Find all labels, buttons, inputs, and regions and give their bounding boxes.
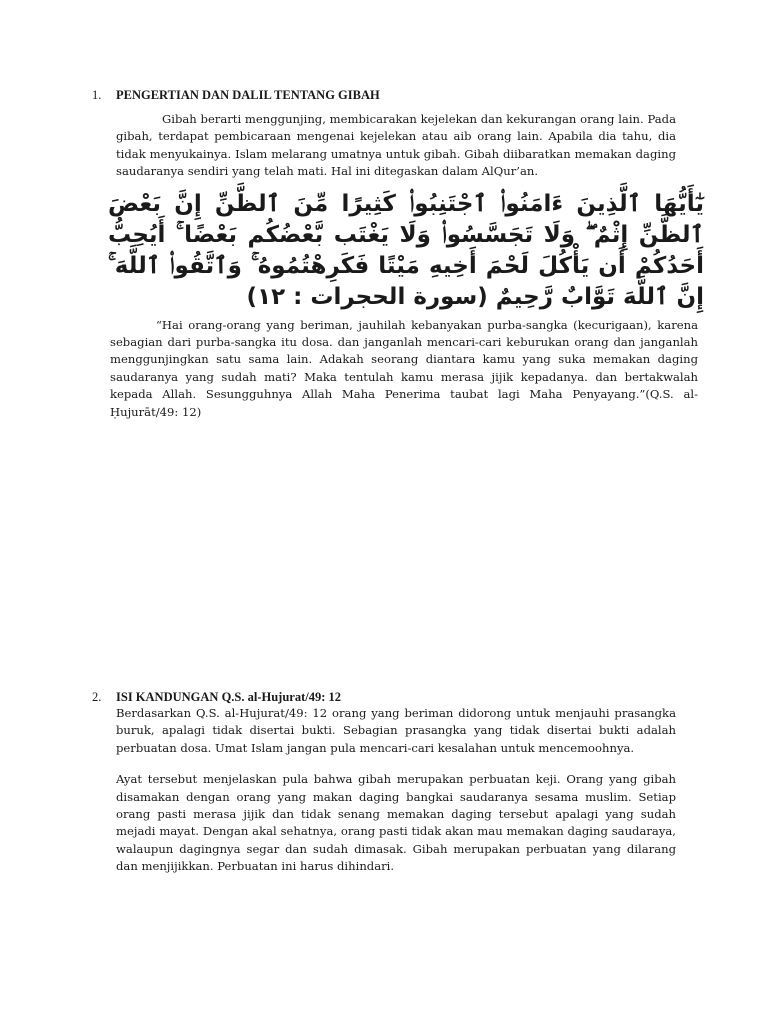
- section-2: [92, 690, 676, 876]
- section-1: [92, 88, 704, 421]
- section-1-heading: [92, 88, 676, 103]
- section-2-title: ISI KANDUNGAN Q.S. al-Hujurat/49: 12: [116, 690, 342, 704]
- quran-verse-arabic: يٰٓأَيُّهَا ٱلَّذِينَ ءَامَنُوا۟ ٱجْتَنِبُوا۟ كَثِيرًا مِّنَ ٱلظَّنِّ إِنَّ بَعْضَ ٱلظَّنِّ إِثْمٌ ۖ وَلَا تَجَسَّسُوا۟ وَلَا يَغْتَب بَّعْضُكُم بَعْضًا ۚ أَيُحِبُّ أَحَدُكُمْ أَن يَأْكُلَ لَحْمَ أَخِيهِ مَيْتًا فَكَرِهْتُمُوهُ ۚ وَٱتَّقُوا۟ ٱللَّهَ ۚ إِنَّ ٱللَّهَ تَوَّابٌ رَّحِيمٌ (سورة الحجرات : ١٢): [108, 190, 704, 310]
- verse-translation: “Hai orang-orang yang beriman, jauhilah kebanyakan purba-sangka (kecurigaan), karena sebagian dari purba-sangka itu dosa. dan janganlah mencari-cari keburukan orang dan janganlah menggunjingkan satu sama lain. Adakah seorang diantara kamu yang suka memakan daging saudaranya yang sudah mati? Maka tentulah kamu merasa jijik kepadanya. dan bertakwalah kepada Allah. Sesungguhnya Allah Maha Penerima taubat lagi Maha Penyayang.”(Q.S. al- Ḥujurāt/49: 12): [110, 317, 698, 419]
- section-2-number: 2.: [92, 690, 102, 704]
- section-1-title: PENGERTIAN DAN DALIL TENTANG GIBAH: [116, 88, 380, 102]
- section-1-intro: Gibah berarti menggunjing, membicarakan kejelekan dan kekurangan orang lain. Pada gibah, terdapat pembicaraan mengenai kejelekan atau aib orang lain. Apabila dia tahu, dia tidak menyukainya. Islam melarang umatnya untuk gibah. Gibah diibaratkan memakan daging saudaranya sendiri yang telah mati. Hal ini ditegaskan dalam AlQur’an.: [116, 112, 676, 179]
- section-2-paragraph-2: Ayat tersebut menjelaskan pula bahwa gibah merupakan perbuatan keji. Orang yang gibah disamakan dengan orang yang makan daging bangkai saudaranya sesama muslim. Setiap orang pasti merasa jijik dan tidak senang memakan daging tersebut apalagi yang sudah mejadi mayat. Dengan akal sehatnya, orang pasti tidak akan mau memakan daging saudaraya, walaupun dagingnya segar dan sudah dimasak. Gibah merupakan perbuatan yang dilarang dan menjijikkan. Perbuatan ini harus dihindari.: [116, 772, 676, 874]
- section-1-number: 1.: [92, 88, 102, 102]
- section-2-heading: [92, 690, 676, 705]
- section-2-paragraph-1: Berdasarkan Q.S. al-Hujurat/49: 12 orang yang beriman didorong untuk menjauhi prasangka buruk, apalagi tidak disertai bukti. Sebagian prasangka yang tidak disertai bukti adalah perbuatan dosa. Umat Islam jangan pula mencari-cari kesalahan untuk mencemoohnya.: [116, 706, 676, 755]
